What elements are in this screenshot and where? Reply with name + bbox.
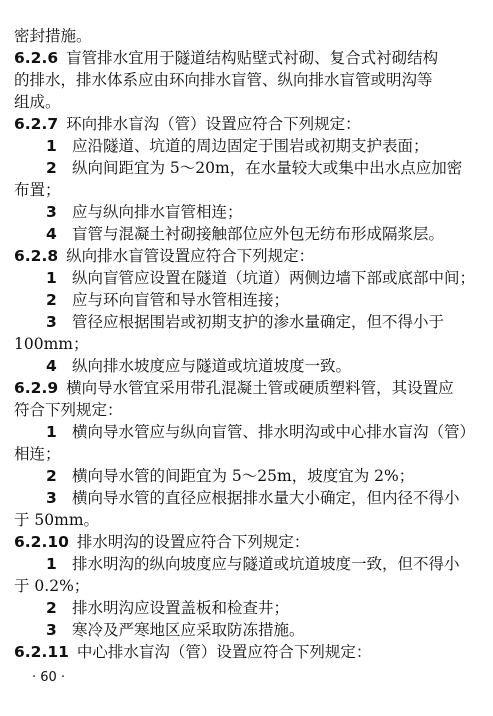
text-line: [0, 290, 493, 310]
text-line: [0, 312, 493, 332]
text-line: [0, 92, 493, 112]
text-line: [0, 642, 493, 662]
line-text: 的排水，排水体系应由环向排水盲管、纵向排水盲管或明沟等: [14, 71, 433, 89]
text-line: [0, 422, 493, 442]
text-line: [0, 114, 493, 134]
item-number: 3: [46, 203, 57, 221]
item-number: 2: [46, 291, 57, 309]
text-line: [0, 224, 493, 244]
section-number: 6.2.7: [14, 115, 59, 133]
section-number: 6.2.9: [14, 379, 59, 397]
text-line: [0, 554, 493, 574]
item-number: 2: [46, 159, 57, 177]
item-number: 3: [46, 489, 57, 507]
item-number: 1: [46, 137, 57, 155]
page-number: · 60 ·: [32, 670, 66, 685]
line-text: 横向导水管应与纵向盲管、排水明沟或中心排水盲沟（管）: [72, 423, 476, 441]
item-number: 1: [46, 269, 57, 287]
item-number: 2: [46, 599, 57, 617]
line-text: 盲管与混凝土衬砌接触部位应外包无纺布形成隔浆层。: [72, 225, 445, 243]
item-number: 4: [46, 357, 57, 375]
line-text: 布置；: [14, 181, 61, 199]
text-line: [0, 598, 493, 618]
line-text: 应与纵向排水盲管相连；: [72, 203, 243, 221]
text-line: [0, 378, 493, 398]
line-text: 纵向排水坡度应与隧道或坑道坡度一致。: [72, 357, 352, 375]
line-text: 环向排水盲沟（管）设置应符合下列规定：: [66, 115, 361, 133]
text-line: [0, 356, 493, 376]
text-line: [0, 158, 493, 178]
text-line: [0, 70, 493, 90]
text-line: [0, 202, 493, 222]
text-line: [0, 488, 493, 508]
line-text: 符合下列规定：: [14, 401, 123, 419]
line-text: 组成。: [14, 93, 61, 111]
section-number: 6.2.10: [14, 533, 69, 551]
line-text: 中心排水盲沟（管）设置应符合下列规定：: [76, 643, 372, 661]
line-text: 于 50mm。: [14, 511, 100, 529]
text-line: [0, 48, 493, 68]
line-text: 于 0.2%；: [14, 577, 90, 595]
line-text: 纵向盲管应设置在隧道（坑道）两侧边墙下部或底部中间；: [72, 269, 476, 287]
text-line: [0, 444, 493, 464]
item-number: 2: [46, 467, 57, 485]
item-number: 4: [46, 225, 57, 243]
line-text: 横向导水管的直径应根据排水量大小确定，但内径不得小: [72, 489, 460, 507]
item-number: 1: [46, 555, 57, 573]
section-number: 6.2.11: [14, 643, 69, 661]
line-text: 横向导水管宜采用带孔混凝土管或硬质塑料管，其设置应: [66, 379, 454, 397]
text-line: [0, 620, 493, 640]
text-line: [0, 26, 493, 46]
line-text: 纵向间距宜为 5～20m，在水量较大或集中出水点应加密: [72, 159, 463, 177]
line-text: 100mm；: [14, 335, 89, 353]
line-text: 横向导水管的间距宜为 5～25m，坡度宜为 2%；: [72, 467, 415, 485]
line-text: 排水明沟的纵向坡度应与隧道或坑道坡度一致，但不得小: [72, 555, 460, 573]
line-text: 应与环向盲管和导水管相连接；: [72, 291, 290, 309]
section-number: 6.2.8: [14, 247, 59, 265]
text-line: [0, 532, 493, 552]
text-line: [0, 136, 493, 156]
line-text: 排水明沟的设置应符合下列规定：: [76, 533, 310, 551]
text-line: [0, 334, 493, 354]
text-line: [0, 466, 493, 486]
item-number: 3: [46, 621, 57, 639]
item-number: 3: [46, 313, 57, 331]
text-line: [0, 180, 493, 200]
text-line: [0, 268, 493, 288]
text-line: [0, 576, 493, 596]
line-text: 应沿隧道、坑道的周边固定于围岩或初期支护表面；: [72, 137, 429, 155]
section-number: 6.2.6: [14, 49, 59, 67]
line-text: 纵向排水盲管设置应符合下列规定：: [66, 247, 315, 265]
line-text: 寒冷及严寒地区应采取防冻措施。: [72, 621, 305, 639]
item-number: 1: [46, 423, 57, 441]
line-text: 相连；: [14, 445, 61, 463]
text-line: [0, 246, 493, 266]
text-line: [0, 400, 493, 420]
line-text: 密封措施。: [14, 27, 92, 45]
line-text: 排水明沟应设置盖板和检查井；: [72, 599, 290, 617]
line-text: 管径应根据围岩或初期支护的渗水量确定，但不得小于: [72, 313, 445, 331]
line-text: 盲管排水宜用于隧道结构贴壁式衬砌、复合式衬砌结构: [66, 49, 439, 67]
text-line: [0, 510, 493, 530]
